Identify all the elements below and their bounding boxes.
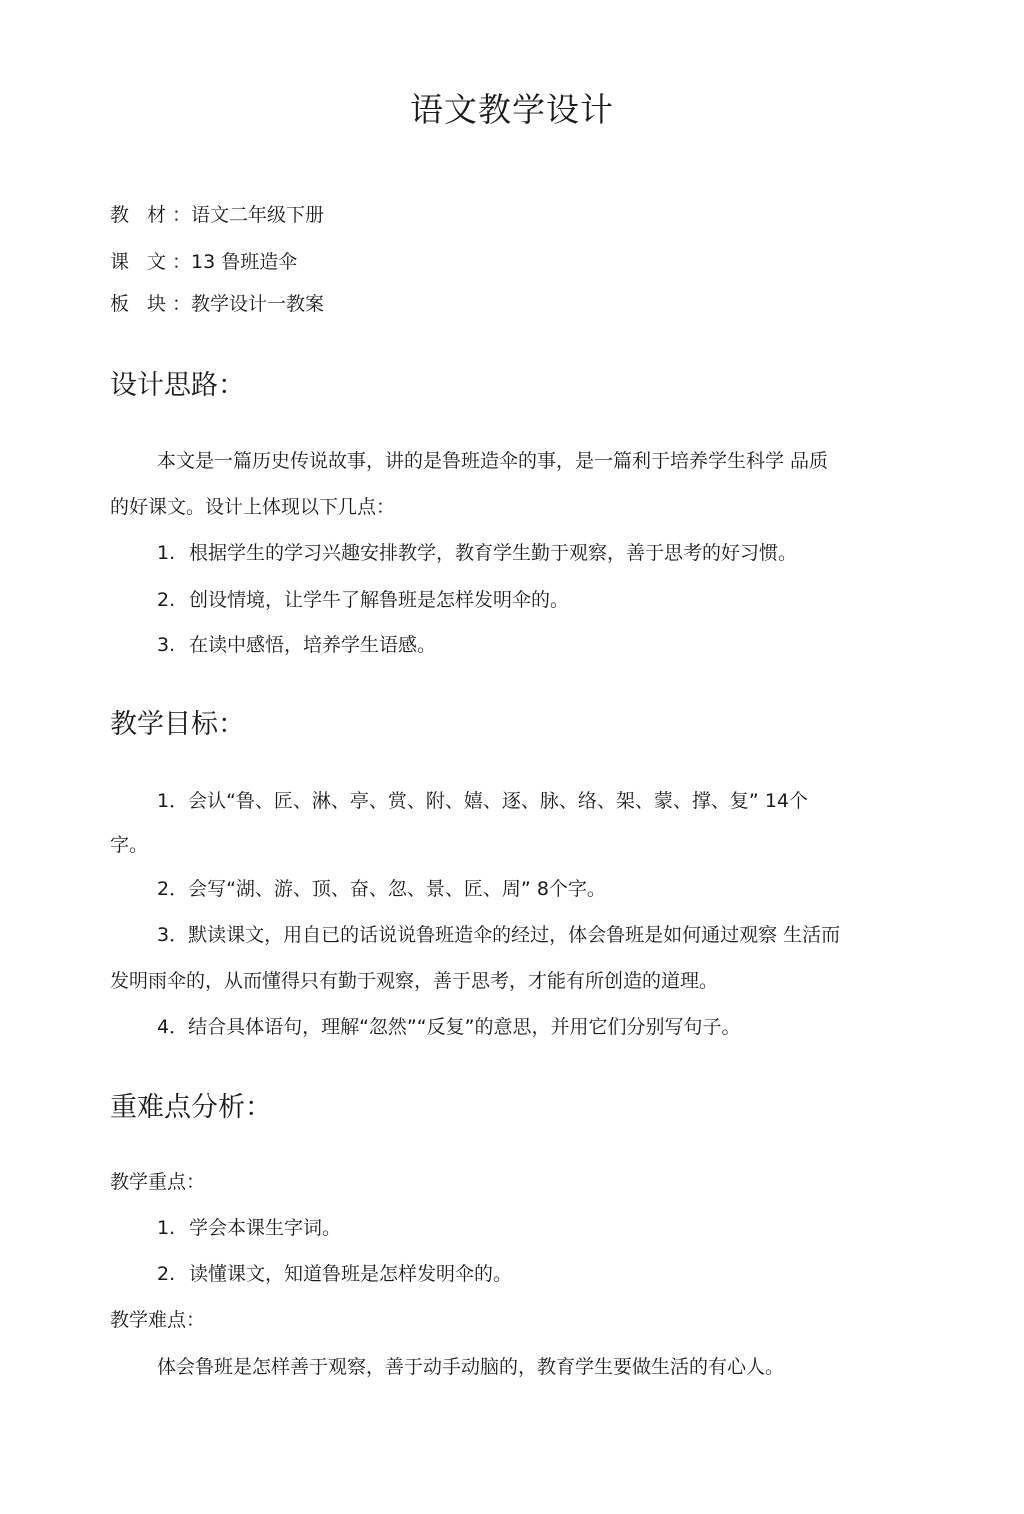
heading-goals: 教学目标： — [110, 709, 245, 740]
goal-4: 4．结合具体语句，理解“忽然”“反复”的意思，并用它们分别写句子。 — [157, 1016, 741, 1038]
key-point — [157, 1215, 341, 1241]
heading-design-idea: 设计思路： — [110, 370, 245, 401]
goal-1-line-1: 1．会认“鲁、匠、淋、亭、赏、附、嬉、逐、脉、络、架、蒙、撑、复” 14个 — [157, 790, 808, 812]
meta-value: ：语文二年级下册 — [172, 204, 325, 226]
meta-textbook — [110, 202, 324, 228]
meta-label: 板 块 — [110, 293, 173, 315]
point-text: 读懂课文，知道鲁班是怎样发明伞的。 — [189, 1263, 513, 1285]
heading-analysis: 重难点分析： — [110, 1092, 272, 1123]
design-point — [157, 632, 436, 658]
goal-3-line-2: 发明雨伞的，从而懂得只有勤于观察，善于思考，才能有所创造的道理。 — [110, 970, 719, 992]
document-title: 语文教学设计 — [410, 90, 614, 129]
meta-section — [110, 291, 324, 317]
goal-2: 2．会写“湖、游、顶、奋、忽、景、匠、周” 8个字。 — [157, 878, 606, 900]
meta-label: 教 材 — [110, 204, 173, 226]
point-number: 3. — [157, 634, 176, 656]
design-intro-line-2: 的好课文。设计上体现以下几点： — [110, 496, 396, 518]
meta-value: ：13 鲁班造伞 — [172, 251, 298, 273]
point-text: 创设情境，让学牛了解鲁班是怎样发明伞的。 — [189, 589, 570, 611]
point-number: 2. — [157, 589, 176, 611]
difficult-point-text: 体会鲁班是怎样善于观察，善于动手动脑的，教育学生要做生活的有心人。 — [157, 1356, 785, 1378]
goal-3-line-1: 3．默读课文，用自已的话说说鲁班造伞的经过，体会鲁班是如何通过观察 生活而 — [157, 924, 841, 946]
point-text: 根据学生的学习兴趣安排教学，教育学生勤于观察，善于思考的好习惯。 — [189, 542, 798, 564]
point-number: 2. — [157, 1263, 176, 1285]
difficult-points-label: 教学难点： — [110, 1309, 206, 1331]
point-text: 学会本课生字词。 — [189, 1217, 342, 1239]
design-point — [157, 540, 797, 566]
key-points-label: 教学重点： — [110, 1171, 206, 1193]
design-intro-line-1: 本文是一篇历史传说故事，讲的是鲁班造伞的事，是一篇利于培养学生科学 品质 — [157, 450, 829, 472]
meta-value: ：教学设计一教案 — [172, 293, 325, 315]
key-point — [157, 1261, 512, 1287]
point-number: 1. — [157, 1217, 176, 1239]
design-point — [157, 587, 569, 613]
point-text: 在读中感悟，培养学生语感。 — [189, 634, 437, 656]
point-number: 1. — [157, 542, 176, 564]
goal-1-line-2: 字。 — [110, 834, 149, 856]
meta-lesson — [110, 249, 297, 275]
meta-label: 课 文 — [110, 251, 173, 273]
